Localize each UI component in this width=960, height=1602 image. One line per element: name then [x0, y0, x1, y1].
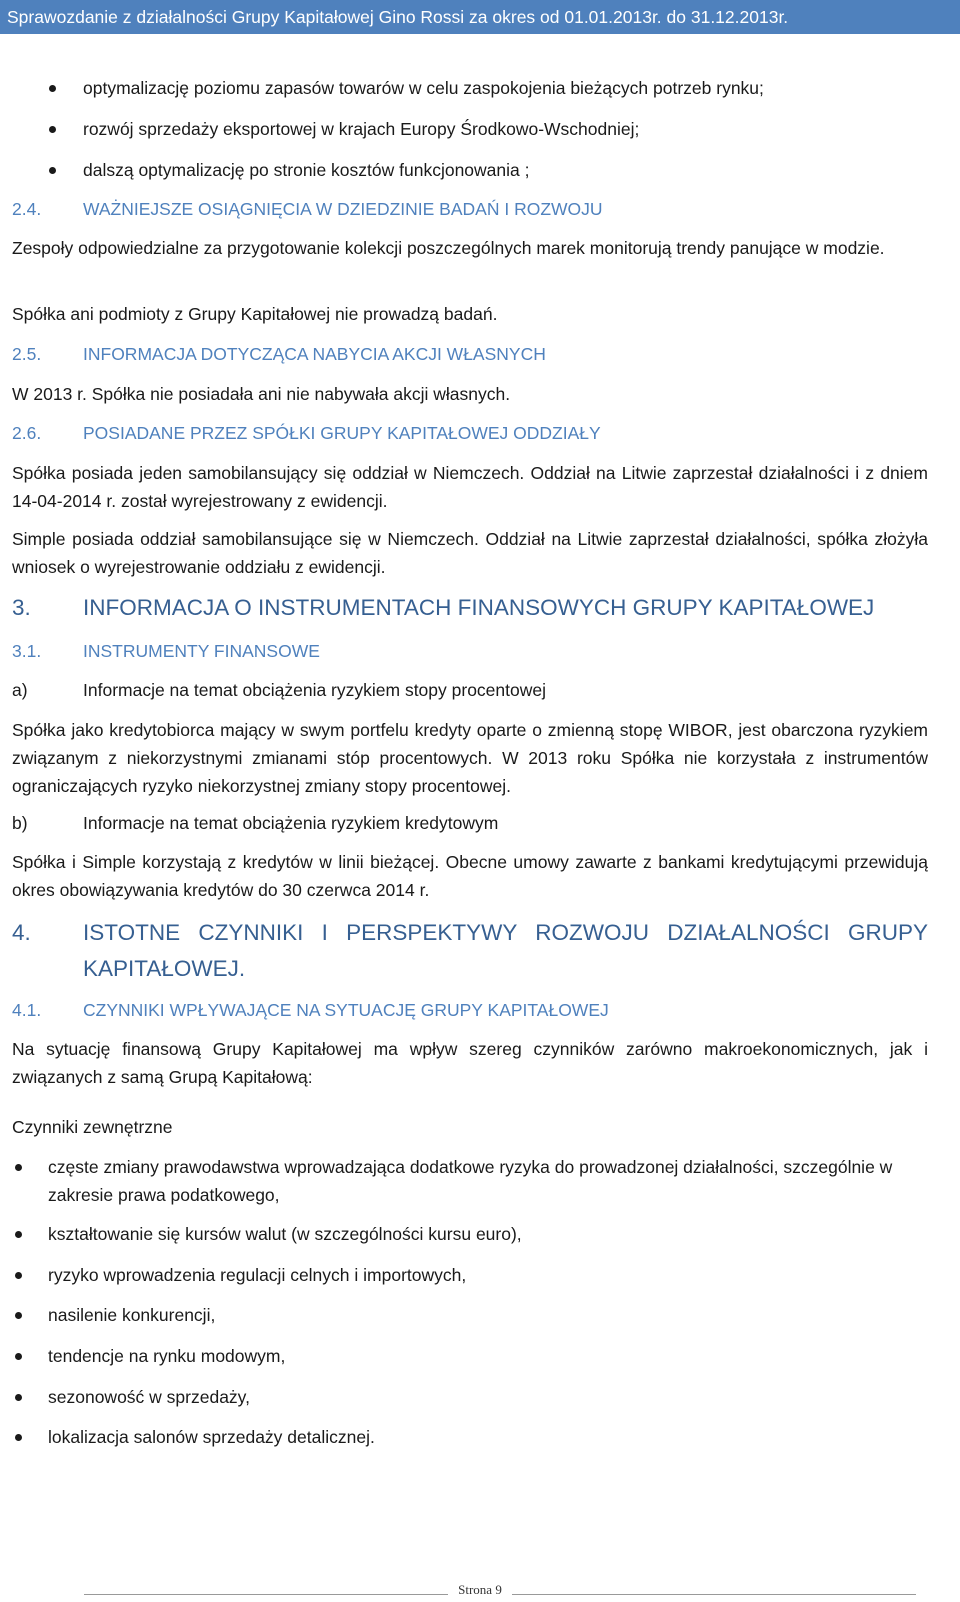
section-title: INSTRUMENTY FINANSOWE — [83, 641, 320, 661]
section-4-1-paragraph-1: Na sytuację finansową Grupy Kapitałowej ma wpływ szereg czynników zarówno makroekonomicznych, jak i związanych z samą Grupą Kapitałową: — [12, 1039, 928, 1087]
list-item: lokalizacja salonów sprzedaży detalicznej. — [48, 1427, 375, 1447]
section-2-4-paragraph-1: Zespoły odpowiedzialne za przygotowanie kolekcji poszczególnych marek monitorują trendy panujące w modzie. — [12, 238, 885, 258]
page-number: Strona 9 — [448, 1582, 512, 1597]
bullet-dot — [15, 1312, 22, 1319]
section-2-4-paragraph-2: Spółka ani podmioty z Grupy Kapitałowej nie prowadzą badań. — [12, 304, 498, 324]
list-item: częste zmiany prawodawstwa wprowadzająca dodatkowe ryzyka do prowadzonej działalności, szczególnie w zakresie prawa podatkowego, — [48, 1157, 893, 1205]
header-title: Sprawozdanie z działalności Grupy Kapitałowej Gino Rossi za okres od 01.01.2013r. do 31.12.2013r. — [7, 7, 789, 27]
subsection-b-paragraph: Spółka i Simple korzystają z kredytów w linii bieżącej. Obecne umowy zawarte z bankami kredytującymi przewidują okres obowiązywania kredytów do 30 czerwca 2014 r. — [12, 852, 928, 900]
bullet-dot — [49, 167, 56, 174]
list-item: sezonowość w sprzedaży, — [48, 1387, 250, 1407]
list-item: nasilenie konkurencji, — [48, 1305, 216, 1325]
section-2-6-paragraph-2: Simple posiada oddział samobilansujące się w Niemczech. Oddział na Litwie zaprzestał działalności, spółka złożyła wniosek o wyrejestrowanie oddziału z ewidencji. — [12, 529, 928, 577]
list-item: kształtowanie się kursów walut (w szczególności kursu euro), — [48, 1224, 522, 1244]
section-2-5-paragraph-1: W 2013 r. Spółka nie posiadała ani nie nabywała akcji własnych. — [12, 384, 511, 404]
page-header — [0, 0, 960, 34]
subsection-title: Informacje na temat obciążenia ryzykiem stopy procentowej — [83, 680, 546, 700]
subsection-letter: b) — [12, 813, 28, 833]
section-title: INFORMACJA O INSTRUMENTACH FINANSOWYCH GRUPY KAPITAŁOWEJ — [83, 595, 875, 620]
section-number: 3.1. — [12, 641, 42, 661]
section-number: 4.1. — [12, 1000, 42, 1020]
bullet-dot — [15, 1434, 22, 1441]
section-number: 2.4. — [12, 199, 42, 219]
section-title-line-1: ISTOTNE CZYNNIKI I PERSPEKTYWY ROZWOJU DZIAŁALNOŚCI GRUPY — [83, 920, 928, 945]
list-item: optymalizację poziomu zapasów towarów w celu zaspokojenia bieżących potrzeb rynku; — [83, 78, 764, 98]
subsection-title: Informacje na temat obciążenia ryzykiem kredytowym — [83, 813, 499, 833]
subsection-a-paragraph: Spółka jako kredytobiorca mający w swym portfelu kredyty oparte o zmienną stopę WIBOR, jest obarczona ryzykiem związanym z niekorzystnymi zmianami stóp procentowych. W 2013 roku Spółka nie korzystała z instrumentów ograniczających ryzyko niekorzystnej zmiany stopy procentowej. — [12, 720, 928, 796]
bullet-dot — [15, 1164, 22, 1171]
page-footer — [0, 1582, 960, 1598]
section-number: 2.6. — [12, 423, 42, 443]
section-title: WAŻNIEJSZE OSIĄGNIĘCIA W DZIEDZINIE BADAŃ I ROZWOJU — [83, 199, 603, 219]
section-number: 2.5. — [12, 344, 42, 364]
bullet-dot — [49, 85, 56, 92]
section-4-heading — [12, 915, 932, 987]
subsection-letter: a) — [12, 680, 28, 700]
section-2-6-paragraph-1: Spółka posiada jeden samobilansujący się oddział w Niemczech. Oddział na Litwie zaprzestał działalności i z dniem 14-04-2014 r. został wyrejestrowany z ewidencji. — [12, 463, 928, 511]
section-title-line-2: KAPITAŁOWEJ. — [83, 956, 246, 981]
section-number: 3. — [12, 595, 31, 620]
bullet-dot — [15, 1394, 22, 1401]
section-number: 4. — [12, 920, 31, 945]
section-title: CZYNNIKI WPŁYWAJĄCE NA SYTUACJĘ GRUPY KAPITAŁOWEJ — [83, 1000, 609, 1020]
list-item: ryzyko wprowadzenia regulacji celnych i importowych, — [48, 1265, 467, 1285]
list-item: dalszą optymalizację po stronie kosztów funkcjonowania ; — [83, 160, 530, 180]
section-4-1-subheading: Czynniki zewnętrzne — [12, 1117, 173, 1137]
bullet-dot — [15, 1353, 22, 1360]
bullet-dot — [15, 1231, 22, 1238]
bullet-dot — [49, 126, 56, 133]
list-item: rozwój sprzedaży eksportowej w krajach Europy Środkowo-Wschodniej; — [83, 119, 640, 139]
bullet-dot — [15, 1272, 22, 1279]
section-title: INFORMACJA DOTYCZĄCA NABYCIA AKCJI WŁASNYCH — [83, 344, 546, 364]
list-item: tendencje na rynku modowym, — [48, 1346, 286, 1366]
section-title: POSIADANE PRZEZ SPÓŁKI GRUPY KAPITAŁOWEJ ODDZIAŁY — [83, 423, 601, 443]
